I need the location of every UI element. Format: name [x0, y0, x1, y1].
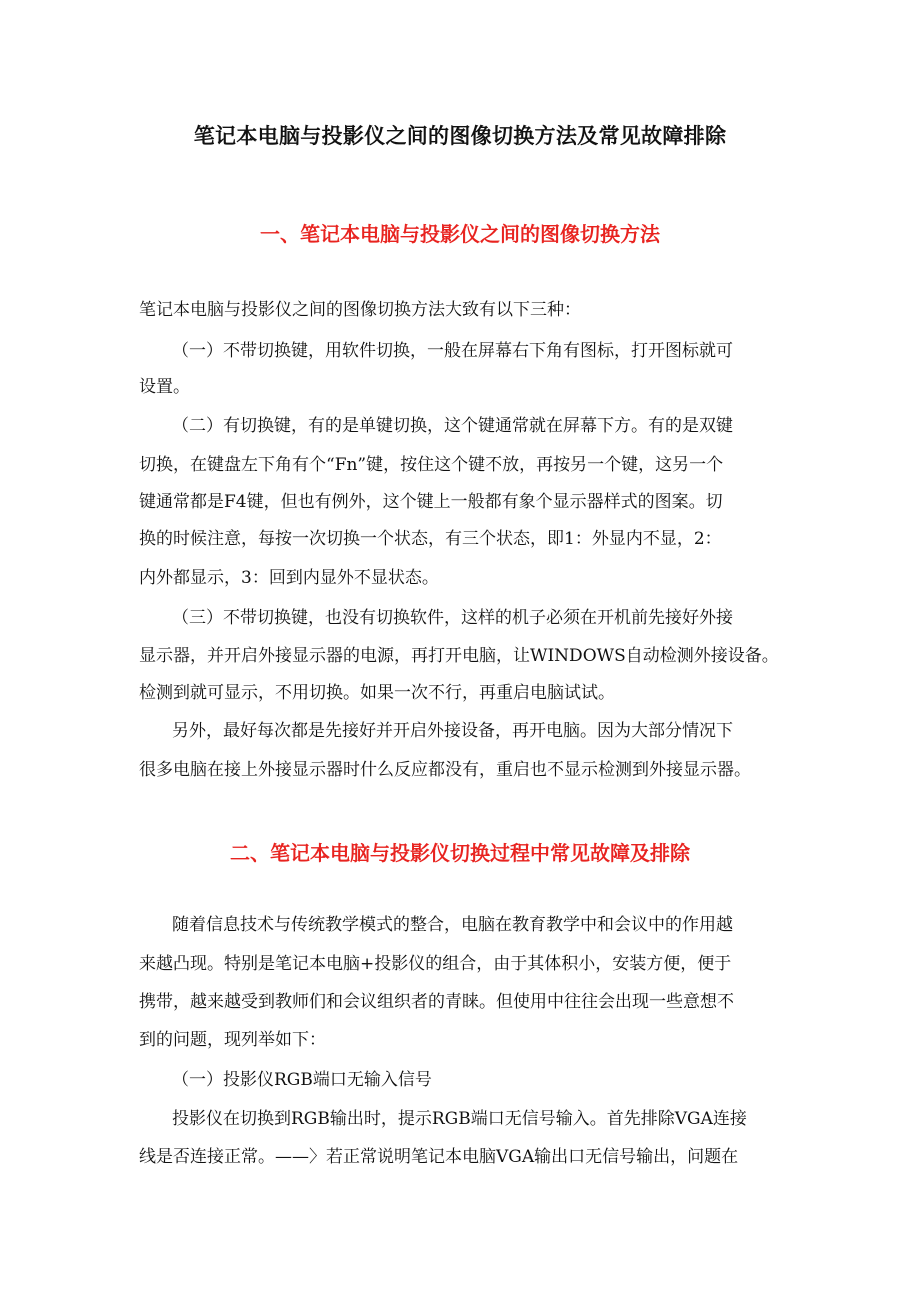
paragraph-line: （二）有切换键，有的是单键切换，这个键通常就在屏幕下方。有的是双键 — [172, 416, 733, 436]
paragraph-line: 换的时候注意，每按一次切换一个状态，有三个状态，即1：外显内不显，2： — [139, 529, 722, 549]
paragraph-line: 携带，越来越受到教师们和会议组织者的青睐。但使用中往往会出现一些意想不 — [139, 992, 734, 1012]
section-heading-1: 一、笔记本电脑与投影仪之间的图像切换方法 — [260, 222, 660, 246]
paragraph-line: 显示器，并开启外接显示器的电源，再打开电脑，让WINDOWS自动检测外接设备。 — [139, 646, 779, 666]
paragraph-line: 笔记本电脑与投影仪之间的图像切换方法大致有以下三种： — [139, 300, 581, 320]
paragraph-line: 切换，在键盘左下角有个“Fn”键，按住这个键不放，再按另一个键，这另一个 — [139, 455, 724, 475]
paragraph-line: （一）不带切换键，用软件切换，一般在屏幕右下角有图标，打开图标就可 — [172, 341, 733, 361]
paragraph-line: 线是否连接正常。——〉若正常说明笔记本电脑VGA输出口无信号输出，问题在 — [139, 1147, 739, 1167]
paragraph-line: 到的问题，现列举如下： — [139, 1030, 326, 1050]
paragraph-line: 设置。 — [139, 377, 190, 397]
paragraph-line: 很多电脑在接上外接显示器时什么反应都没有，重启也不显示检测到外接显示器。 — [139, 760, 751, 780]
document-title: 笔记本电脑与投影仪之间的图像切换方法及常见故障排除 — [193, 123, 727, 148]
paragraph-line: （三）不带切换键，也没有切换软件，这样的机子必须在开机前先接好外接 — [172, 608, 733, 628]
paragraph-line: （一）投影仪RGB端口无输入信号 — [172, 1070, 432, 1090]
paragraph-line: 另外，最好每次都是先接好并开启外接设备，再开电脑。因为大部分情况下 — [172, 721, 733, 741]
paragraph-line: 检测到就可显示，不用切换。如果一次不行，再重启电脑试试。 — [139, 683, 615, 703]
paragraph-line: 来越凸现。特别是笔记本电脑+投影仪的组合，由于其体积小，安装方便，便于 — [139, 954, 732, 974]
paragraph-line: 内外都显示，3：回到内显外不显状态。 — [139, 568, 439, 588]
paragraph-line: 键通常都是F4键，但也有例外，这个键上一般都有象个显示器样式的图案。切 — [139, 492, 723, 512]
section-heading-2: 二、笔记本电脑与投影仪切换过程中常见故障及排除 — [230, 841, 690, 865]
paragraph-line: 随着信息技术与传统教学模式的整合，电脑在教育教学中和会议中的作用越 — [172, 915, 733, 935]
paragraph-line: 投影仪在切换到RGB输出时，提示RGB端口无信号输入。首先排除VGA连接 — [172, 1109, 747, 1129]
